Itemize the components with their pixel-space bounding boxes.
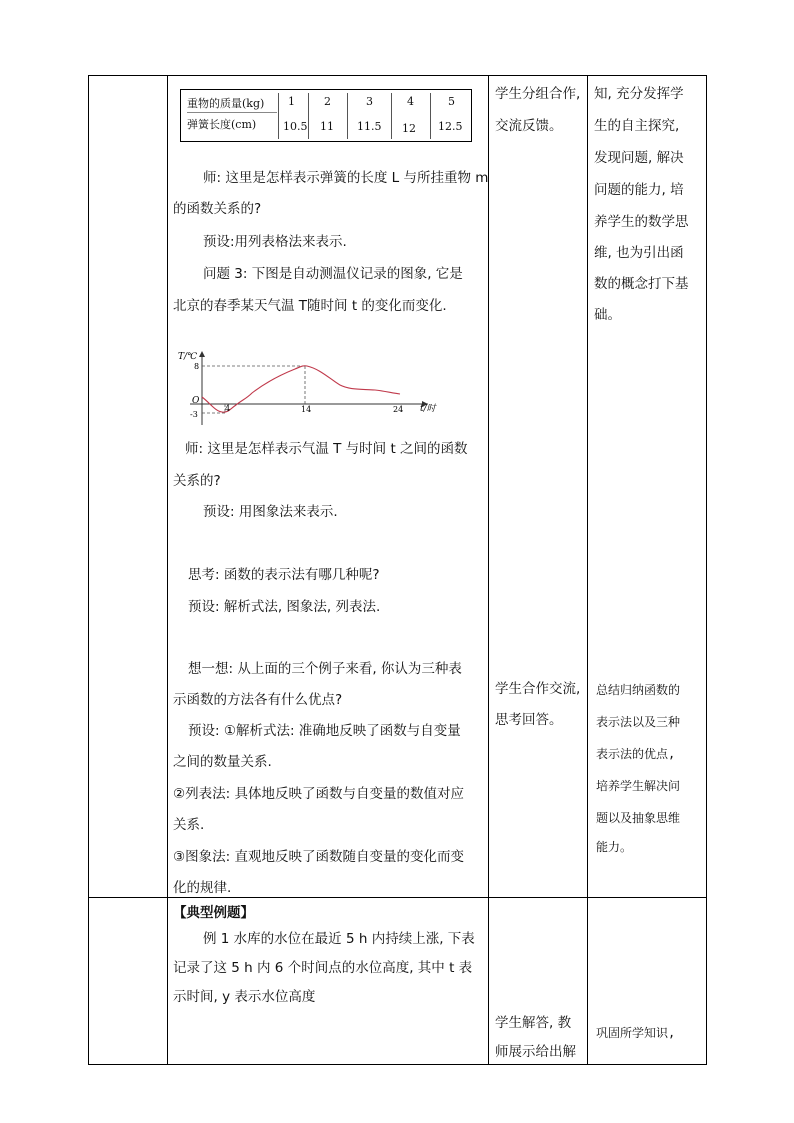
temperature-graph bbox=[170, 345, 440, 435]
table-col-divider-1 bbox=[167, 75, 168, 1065]
table-method: ②列表法: 具体地反映了函数与自变量的数值对应 bbox=[173, 786, 464, 802]
student-activity-3-cont: 师展示给出解 bbox=[495, 1044, 576, 1060]
length-cell: 10.5 bbox=[283, 120, 308, 133]
y-axis-label: T/℃ bbox=[178, 352, 198, 362]
origin-label: O bbox=[192, 396, 200, 406]
design-intent-1: 问题的能力, 培 bbox=[594, 182, 684, 198]
section-title-examples: 【典型例题】 bbox=[173, 905, 254, 921]
table-method-cont: 关系. bbox=[173, 817, 205, 833]
length-cell: 11.5 bbox=[357, 120, 382, 133]
x-tick-label: 24 bbox=[393, 405, 404, 414]
length-cell: 12 bbox=[402, 122, 416, 135]
table-right-border bbox=[706, 75, 707, 1065]
x-tick-label: 4 bbox=[225, 404, 231, 413]
reflection-question-cont: 示函数的方法各有什么优点? bbox=[173, 692, 343, 708]
student-activity-3: 学生解答, 教 bbox=[495, 1015, 572, 1031]
x-tick-label: 14 bbox=[301, 405, 312, 414]
preset-answer-4: 预设: ①解析式法: 准确地反映了函数与自变量 bbox=[188, 723, 461, 739]
preset-answer-4-cont: 之间的数量关系. bbox=[173, 754, 272, 770]
y-tick-label: 8 bbox=[194, 362, 200, 371]
teacher-question-1-cont: 的函数关系的? bbox=[173, 201, 262, 217]
length-cell: 11 bbox=[320, 120, 334, 133]
table-col-divider-2 bbox=[488, 75, 489, 1065]
graph-method: ③图象法: 直观地反映了函数随自变量的变化而变 bbox=[173, 849, 464, 865]
example-1-line-2: 记录了这 5 h 内 6 个时间点的水位高度, 其中 t 表 bbox=[173, 960, 473, 976]
design-intent-2: 培养学生解决问 bbox=[596, 779, 681, 793]
teacher-question-2-cont: 关系的? bbox=[173, 473, 221, 489]
graph-method-cont: 化的规律. bbox=[173, 880, 232, 896]
design-intent-2: 能力。 bbox=[596, 840, 633, 854]
mass-cell: 5 bbox=[448, 95, 455, 108]
student-activity-2-cont: 思考回答。 bbox=[495, 712, 563, 728]
thinking-question: 思考: 函数的表示法有哪几种呢? bbox=[188, 567, 380, 583]
preset-answer-3: 预设: 解析式法, 图象法, 列表法. bbox=[188, 599, 381, 615]
preset-answer-1: 预设:用列表格法来表示. bbox=[203, 234, 347, 250]
mass-cell: 4 bbox=[407, 95, 414, 108]
y-tick-label: -3 bbox=[190, 410, 198, 419]
design-intent-2: 表示法以及三种 bbox=[596, 715, 681, 729]
reflection-question: 想一想: 从上面的三个例子来看, 你认为三种表 bbox=[188, 661, 462, 677]
mass-cell: 3 bbox=[366, 95, 373, 108]
row1-label: 重物的质量(kg) bbox=[187, 97, 265, 110]
preset-answer-2: 预设: 用图象法来表示. bbox=[203, 504, 338, 520]
design-intent-2: 题以及抽象思维 bbox=[596, 811, 681, 825]
mass-cell: 2 bbox=[324, 95, 331, 108]
table-col-divider-3 bbox=[587, 75, 588, 1065]
design-intent-1: 生的自主探究, bbox=[594, 118, 680, 134]
design-intent-1: 础。 bbox=[594, 307, 621, 323]
spring-data-table bbox=[180, 89, 472, 142]
design-intent-1: 数的概念打下基 bbox=[594, 276, 689, 292]
design-intent-1: 维, 也为引出函 bbox=[594, 245, 684, 261]
student-activity-1-cont: 交流反馈。 bbox=[495, 118, 563, 134]
length-cell: 12.5 bbox=[438, 120, 463, 133]
example-1-line-3: 示时间, y 表示水位高度 bbox=[173, 989, 316, 1005]
student-activity-2: 学生合作交流, bbox=[495, 681, 581, 697]
question-3: 问题 3: 下图是自动测温仪记录的图象, 它是 bbox=[203, 266, 463, 282]
table-top-border bbox=[88, 75, 707, 76]
teacher-question-1: 师: 这里是怎样表示弹簧的长度 L 与所挂重物 m bbox=[203, 170, 489, 186]
design-intent-2: 表示法的优点, bbox=[596, 747, 676, 761]
row2-label: 弹簧长度(cm) bbox=[187, 118, 257, 131]
student-activity-1: 学生分组合作, bbox=[495, 86, 581, 102]
question-3-cont: 北京的春季某天气温 T随时间 t 的变化而变化. bbox=[173, 298, 447, 314]
table-row-divider bbox=[88, 897, 707, 898]
design-intent-1: 知, 充分发挥学 bbox=[594, 86, 684, 102]
design-intent-1: 发现问题, 解决 bbox=[594, 150, 684, 166]
design-intent-1: 养学生的数学思 bbox=[594, 214, 689, 230]
x-axis-label: t/时 bbox=[420, 404, 436, 414]
table-bottom-border bbox=[88, 1064, 707, 1065]
design-intent-2: 总结归纳函数的 bbox=[596, 683, 681, 697]
table-left-border bbox=[88, 75, 89, 1065]
teacher-question-2: 师: 这里是怎样表示气温 T 与时间 t 之间的函数 bbox=[185, 441, 468, 457]
mass-cell: 1 bbox=[288, 95, 295, 108]
example-1-line-1: 例 1 水库的水位在最近 5 h 内持续上涨, 下表 bbox=[203, 931, 475, 947]
design-intent-3: 巩固所学知识, bbox=[596, 1026, 676, 1040]
